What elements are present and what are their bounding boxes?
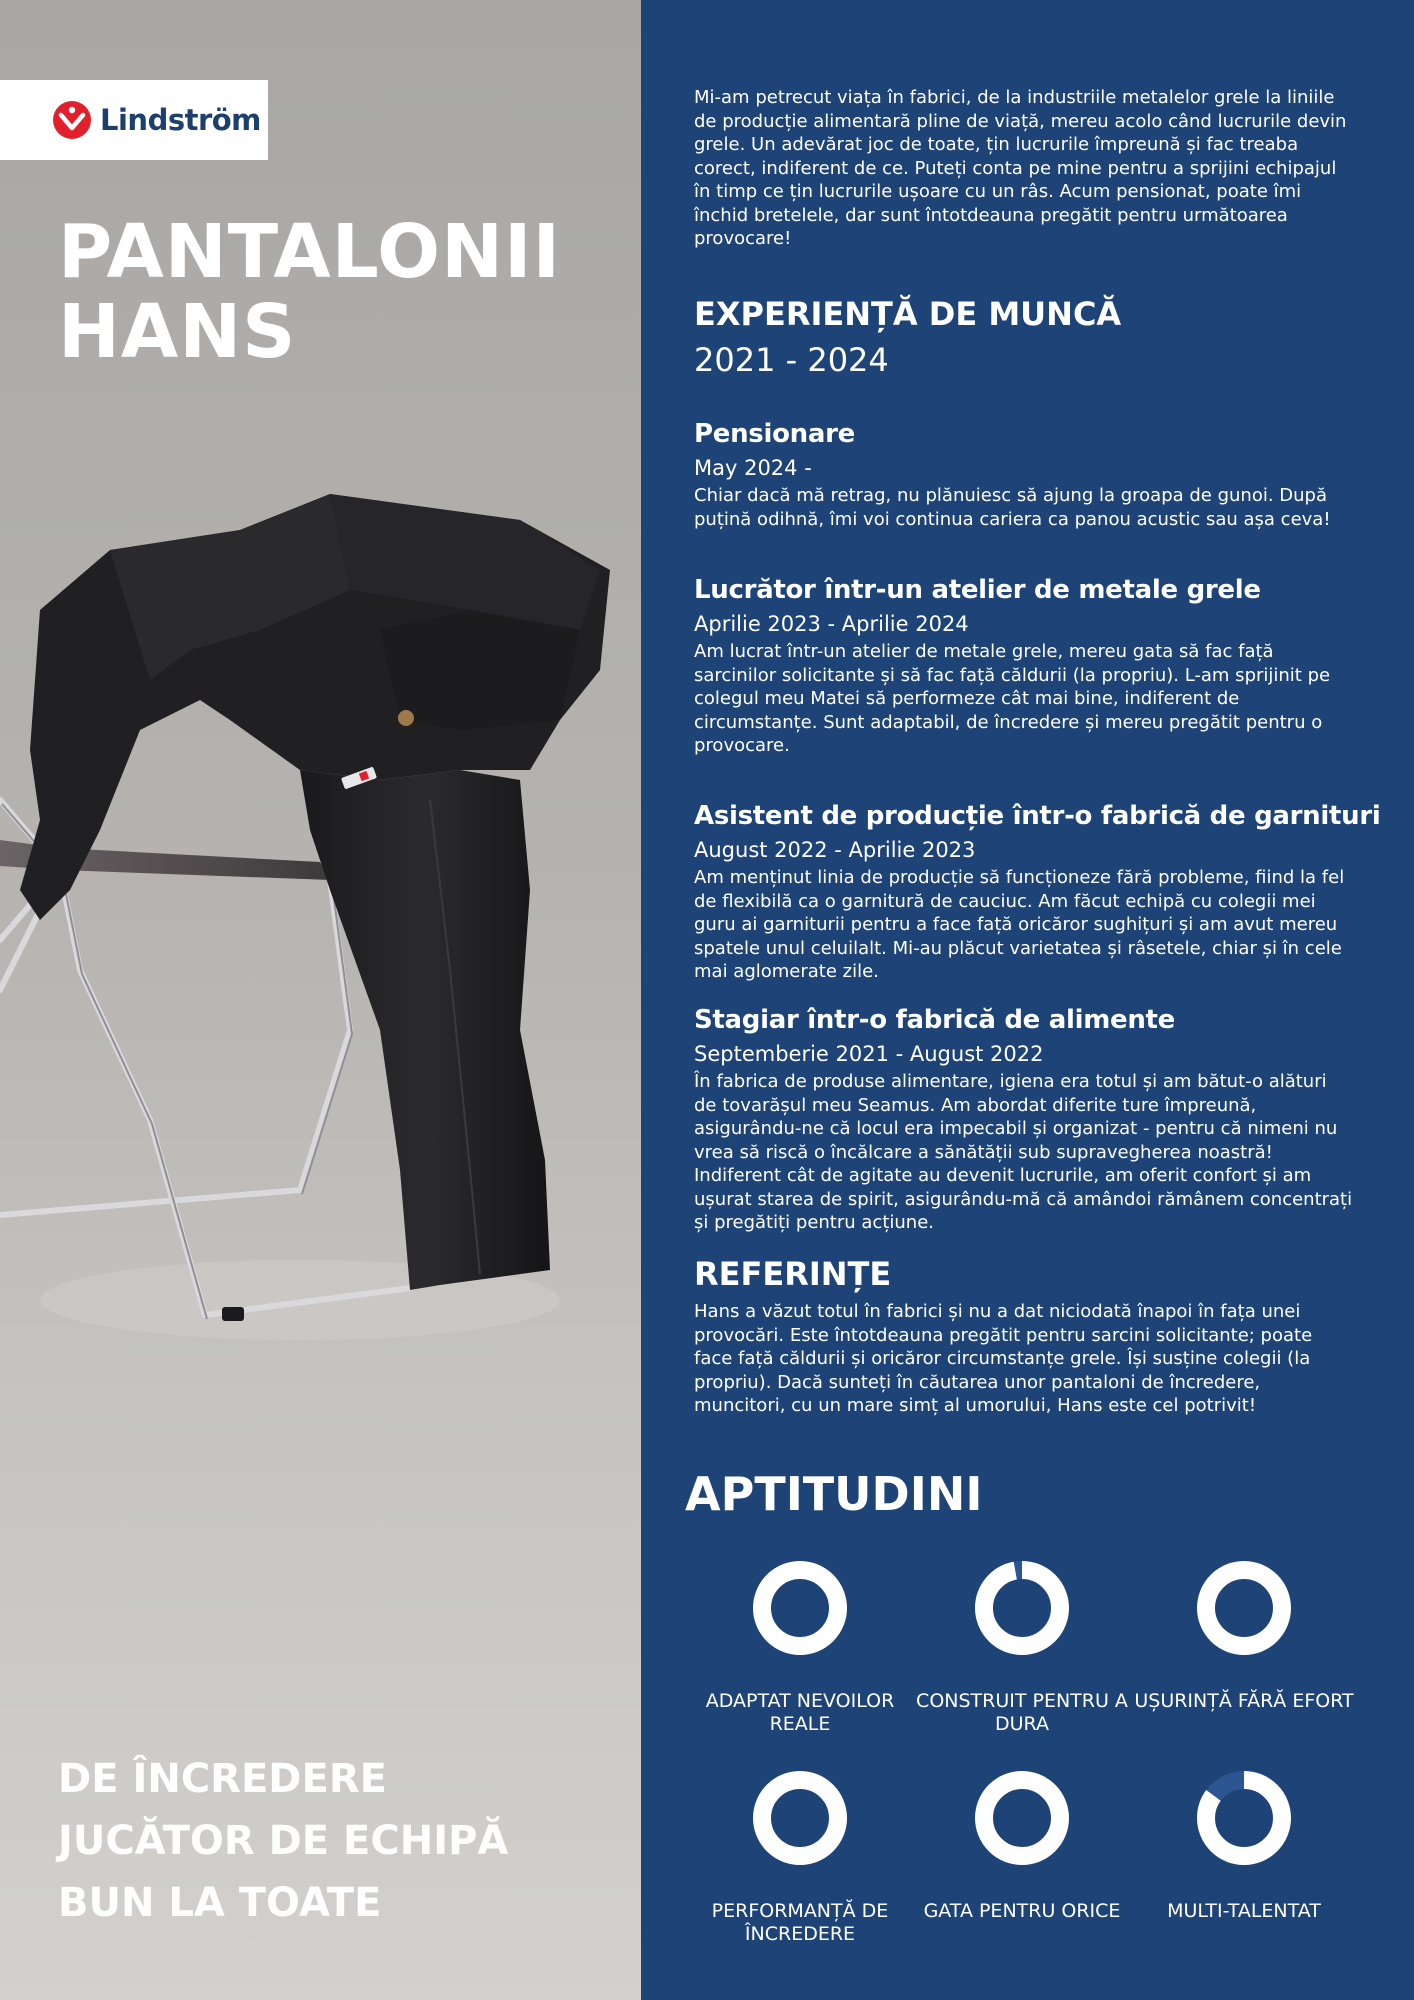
intro-text: Mi-am petrecut viața în fabrici, de la industriile metalelor grele la liniile de producție alimentară pline de viață, mereu acolo când lucrurile devin grele. Un adevărat joc de toate, țin lucrurile împreună și fac treaba corect, indiferent de ce. Puteți conta pe mine pentru a sprijini echipajul în timp ce țin lucrurile ușoare cu un râs. Acum pensionat, poate îmi închid bretelele, dar sunt întotdeauna pregătit pentru următoarea provocare! (694, 87, 1347, 249)
skill-ring-icon (974, 1560, 1070, 1656)
title-line-1: PANTALONII (58, 209, 562, 295)
content-panel (641, 0, 1414, 2000)
experience-heading: EXPERIENȚĂ DE MUNCĂ (694, 295, 1122, 333)
job-title: Asistent de producție într-o fabrică de garnituri (694, 801, 1381, 831)
experience-header (694, 294, 1354, 380)
job-date: August 2022 - Aprilie 2023 (694, 838, 976, 862)
skill-label: CONSTRUIT PENTRU A DURA (916, 1690, 1128, 1735)
taglines (58, 1748, 508, 1934)
experience-years: 2021 - 2024 (694, 341, 889, 379)
page-title (58, 209, 562, 375)
job-title: Pensionare (694, 419, 855, 449)
job-title: Stagiar într-o fabrică de alimente (694, 1005, 1175, 1035)
tagline-2: JUCĂTOR DE ECHIPĂ (58, 1818, 509, 1864)
job-entry (694, 1004, 1354, 1235)
lindstrom-logo-icon (52, 100, 92, 140)
skill-ring-icon (752, 1560, 848, 1656)
skill-ring-icon (1196, 1560, 1292, 1656)
skill-item (1134, 1560, 1354, 1713)
tagline-3: BUN LA TOATE (58, 1880, 382, 1926)
skill-item (690, 1560, 910, 1736)
references-heading: REFERINȚE (694, 1255, 892, 1293)
job-entry (694, 574, 1354, 758)
job-description: Am menținut linia de producție să funcționeze fără probleme, fiind la fel de flexibilă ca o garnitură de cauciuc. Am făcut echipă cu colegii mei guru ai garniturii pentru a face față oricăror sughițuri și am avut mereu spatele unul celuilalt. Mi-au plăcut varietatea și râsetele, chiar și în cele mai aglomerate zile. (694, 867, 1345, 982)
job-description: În fabrica de produse alimentare, igiena era totul și am bătut-o alături de tovarășul meu Seamus. Am abordat diferite ture împreună, asigurându-ne că locul era impecabil și organizat - pentru că nimeni nu vrea să riscă o încălcare a sănătății sub supravegherea noastră! Indiferent cât de agitate au devenit lucrurile, am oferit confort și am ușurat starea de spirit, asigurându-mă că amândoi rămânem concentrați și pregătiți pentru acțiune. (694, 1071, 1353, 1233)
skill-item (1134, 1770, 1354, 1923)
skill-item (912, 1770, 1132, 1923)
title-line-2: HANS (58, 289, 297, 375)
job-date: Septemberie 2021 - August 2022 (694, 1042, 1044, 1066)
skill-label: UȘURINȚĂ FĂRĂ EFORT (1134, 1690, 1354, 1712)
photo-panel (0, 0, 641, 2000)
job-description: Am lucrat într-un atelier de metale grele, mereu gata să fac față sarcinilor solicitante și să fac față căldurii (la propriu). L-am sprijinit pe colegul meu Matei să performeze cât mai bine, indiferent de circumstanțe. Sunt adaptabil, de încredere și mereu pregătit pentru o provocare. (694, 641, 1331, 756)
skill-item (690, 1770, 910, 1946)
skill-item (912, 1560, 1132, 1736)
skill-label: MULTI-TALENTAT (1167, 1900, 1321, 1922)
skill-ring-icon (1196, 1770, 1292, 1866)
skill-label: PERFORMANȚĂ DE ÎNCREDERE (711, 1900, 889, 1945)
job-entry (694, 418, 1354, 531)
skill-label: ADAPTAT NEVOILOR REALE (705, 1690, 895, 1735)
trousers-on-chair-photo (0, 470, 641, 1370)
skills-heading: APTITUDINI (685, 1467, 983, 1521)
job-description: Chiar dacă mă retrag, nu plănuiesc să ajung la groapa de gunoi. După puțină odihnă, îmi voi continua cariera ca panou acustic sau așa ceva! (694, 485, 1331, 530)
references-section (694, 1254, 1354, 1418)
job-title: Lucrător într-un atelier de metale grele (694, 575, 1261, 605)
skill-ring-icon (974, 1770, 1070, 1866)
skill-label: GATA PENTRU ORICE (923, 1900, 1121, 1922)
tagline-1: DE ÎNCREDERE (58, 1756, 387, 1802)
references-text: Hans a văzut totul în fabrici și nu a dat niciodată înapoi în fața unei provocări. Este întotdeauna pregătit pentru sarcini solicitante; poate face față căldurii și oricăror circumstanțe grele. Își susține colegii (la propriu). Dacă sunteți în căutarea unor pantaloni de încredere, muncitori, cu un mare simț al umorului, Hans este cel potrivit! (694, 1301, 1313, 1416)
job-date: May 2024 - (694, 456, 812, 480)
job-date: Aprilie 2023 - Aprilie 2024 (694, 612, 969, 636)
brand-name: Lindström (100, 103, 261, 137)
job-entry (694, 800, 1384, 984)
brand-logo (0, 80, 268, 160)
skill-ring-icon (752, 1770, 848, 1866)
